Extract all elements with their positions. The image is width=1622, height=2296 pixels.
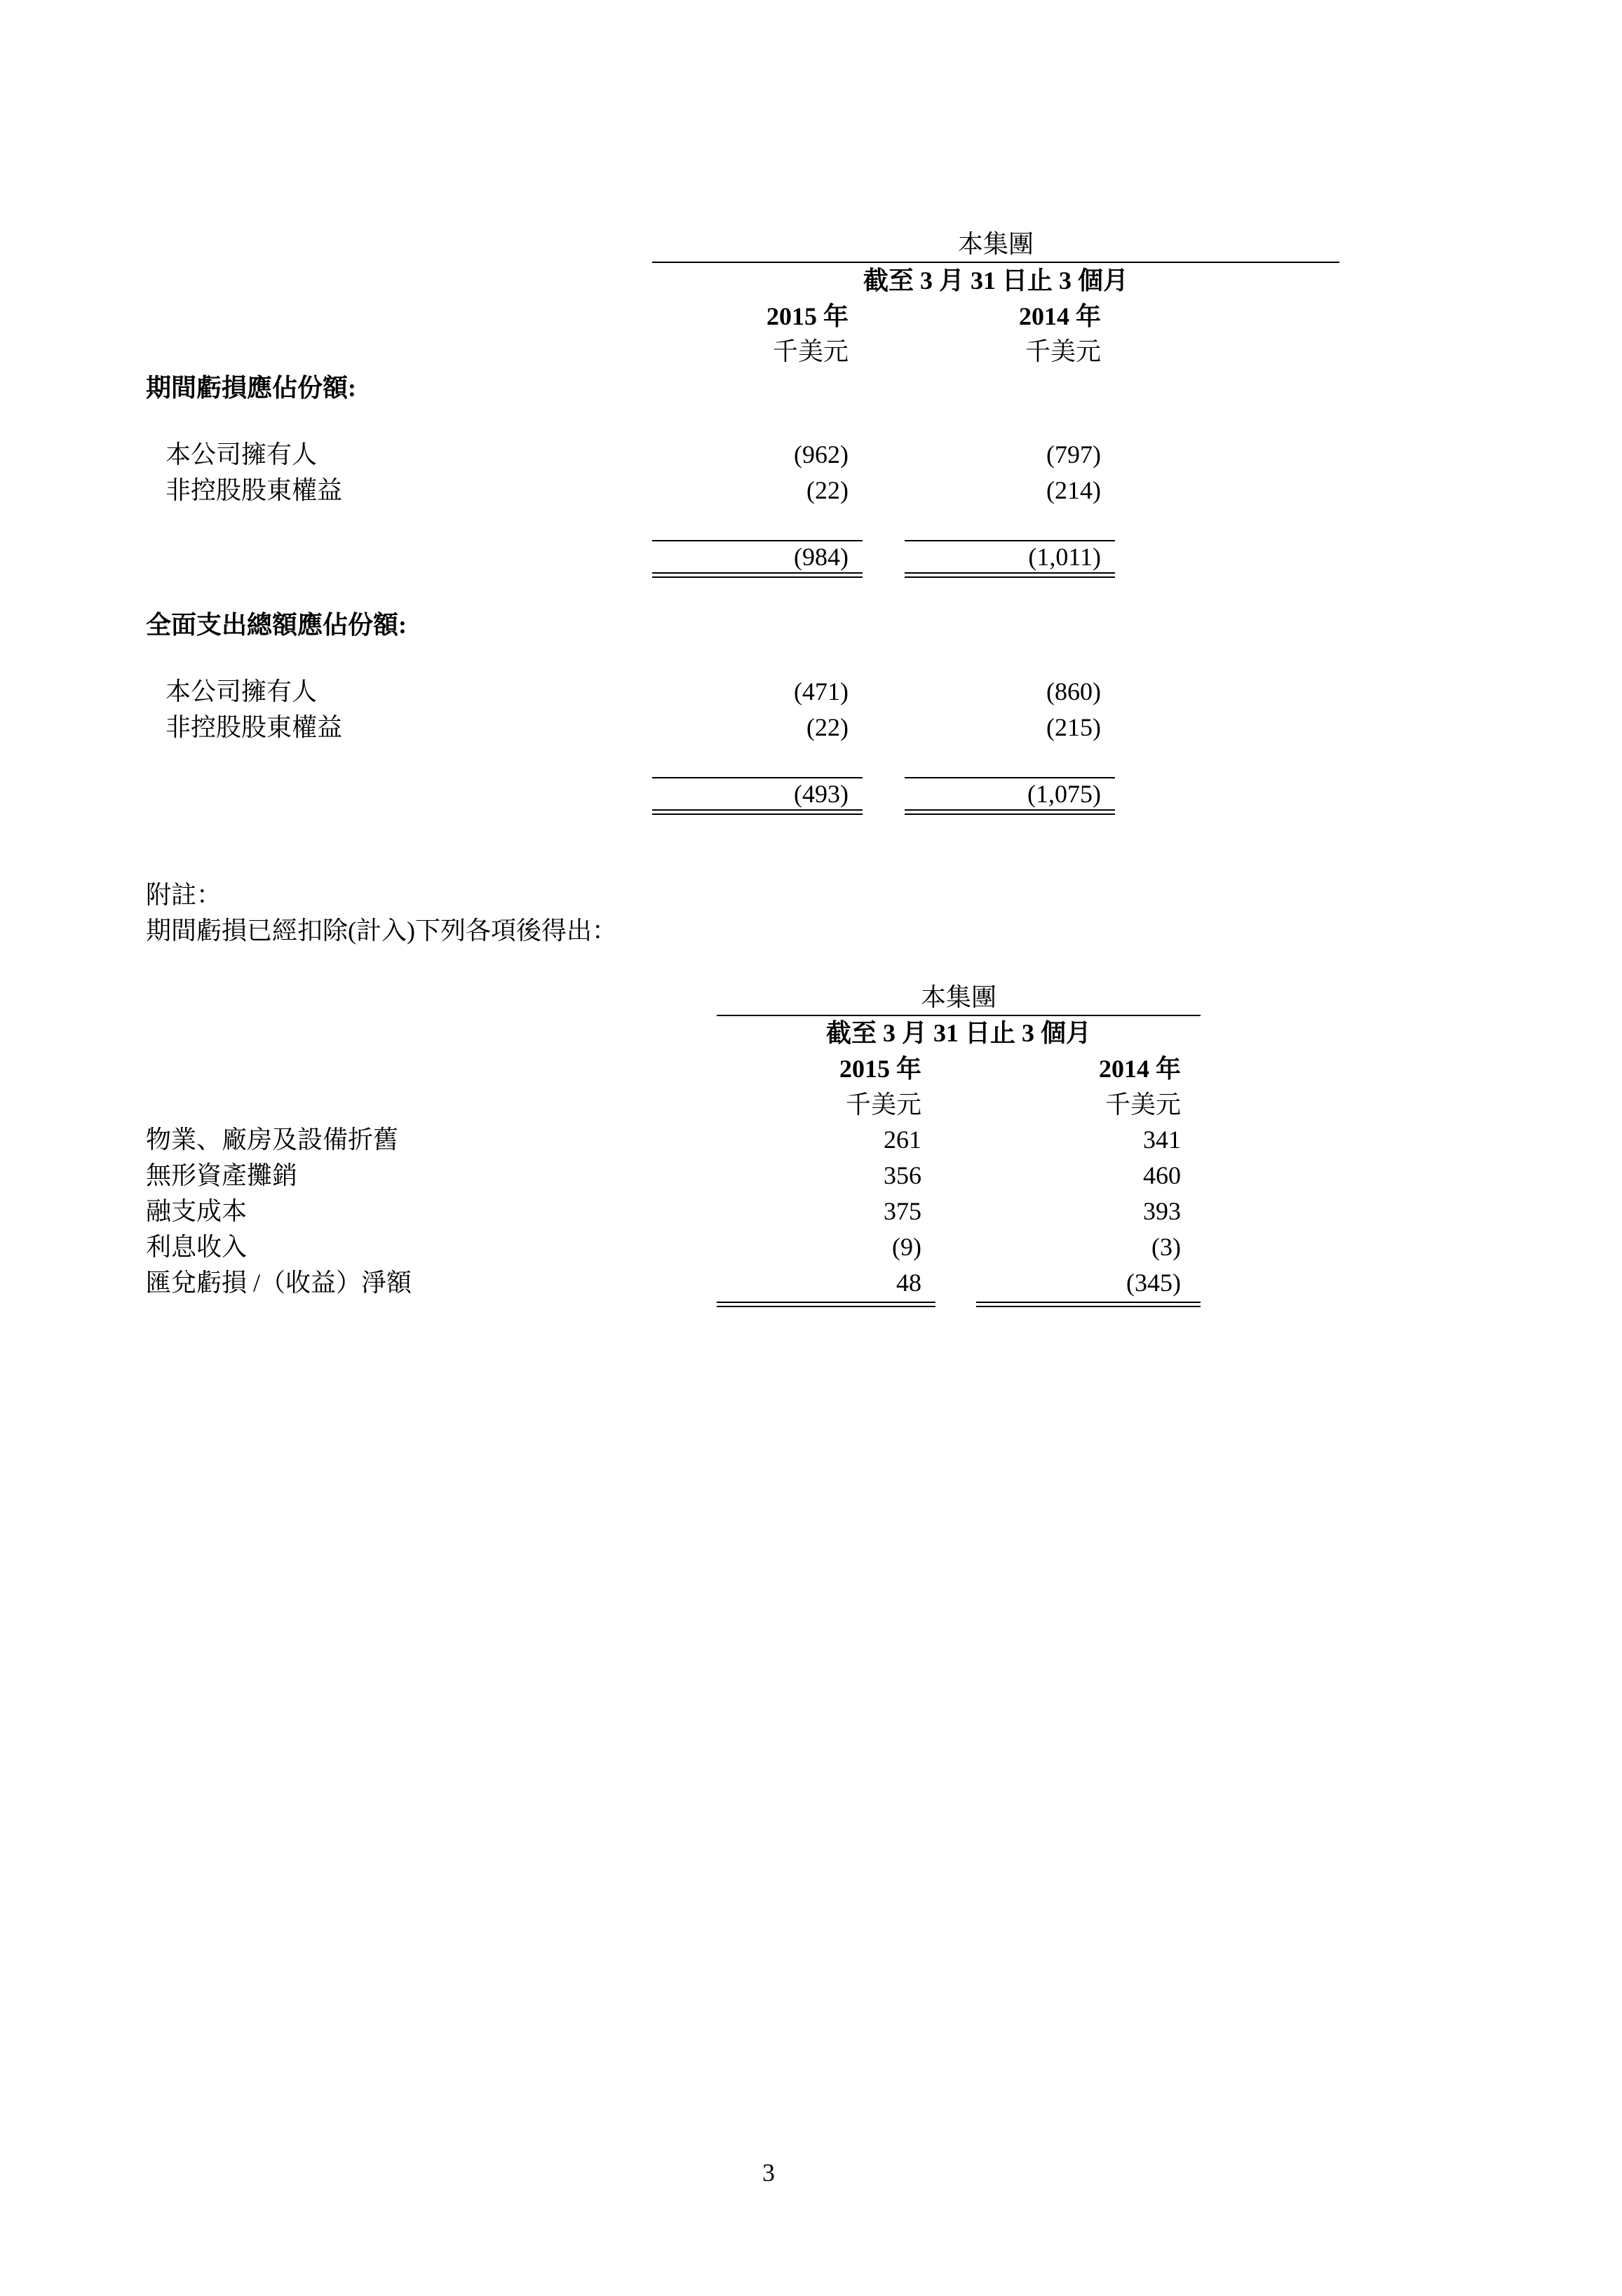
table1-col-2015-year: 2015 年 xyxy=(766,302,849,330)
table2-row-label: 融支成本 xyxy=(146,1197,248,1225)
table2-row-value-2014: (3) xyxy=(1151,1233,1181,1261)
table1-col-2014-year: 2014 年 xyxy=(1018,302,1101,330)
table2-row-value-2014: 341 xyxy=(1143,1126,1181,1154)
table2-row-value-2015: (9) xyxy=(892,1233,921,1261)
section2-row-value-2014: (860) xyxy=(1046,677,1101,705)
section2-total-double-rule-2015 xyxy=(652,809,863,815)
section2-total-double-rule-2014 xyxy=(905,809,1115,815)
note-heading: 附註： xyxy=(146,881,222,909)
table2-row-label: 利息收入 xyxy=(146,1233,248,1261)
table2-group-header: 本集團 xyxy=(920,983,996,1011)
table2-period-header: 截至 3 月 31 日止 3 個月 xyxy=(825,1019,1091,1047)
section2-title: 全面支出總額應佔份額: xyxy=(146,611,407,639)
section2-row-value-2015: (22) xyxy=(806,713,849,741)
section2-row-value-2015: (471) xyxy=(794,677,849,705)
table2-col-2014-year: 2014 年 xyxy=(1098,1055,1181,1083)
table2-row-value-2015: 375 xyxy=(884,1197,921,1225)
section2-total-2014: (1,075) xyxy=(1027,780,1101,808)
section1-total-double-rule-2015 xyxy=(652,572,863,578)
section2-subtotal-rule-2015 xyxy=(652,777,863,778)
table2-col-2014-unit: 千美元 xyxy=(1104,1090,1181,1119)
table2-row-value-2015: 48 xyxy=(896,1269,921,1297)
table2-row-label: 匯兌虧損 /（收益）淨額 xyxy=(146,1269,412,1297)
table2-row-value-2015: 356 xyxy=(884,1161,921,1189)
table2-total-double-rule-2015 xyxy=(717,1302,935,1307)
table1-group-rule xyxy=(652,262,1339,263)
table2-row-value-2014: 460 xyxy=(1143,1161,1181,1189)
table2-row-label: 無形資產攤銷 xyxy=(146,1161,298,1189)
table1-period-header: 截至 3 月 31 日止 3 個月 xyxy=(863,266,1128,295)
table1-col-2015-unit: 千美元 xyxy=(772,337,849,365)
table1-group-header: 本集團 xyxy=(957,230,1034,258)
section2-total-2015: (493) xyxy=(794,780,849,808)
section2-row-value-2014: (215) xyxy=(1046,713,1101,741)
section1-subtotal-rule-2015 xyxy=(652,540,863,541)
section1-total-2014: (1,011) xyxy=(1028,543,1101,571)
table2-row-value-2014: (345) xyxy=(1126,1269,1181,1297)
page-number: 3 xyxy=(762,2159,775,2187)
table2-col-2015-year: 2015 年 xyxy=(839,1055,921,1083)
table2-total-double-rule-2014 xyxy=(976,1302,1201,1307)
section2-row-label: 本公司擁有人 xyxy=(165,677,318,705)
section2-subtotal-rule-2014 xyxy=(905,777,1115,778)
section1-title: 期間虧損應佔份額: xyxy=(146,374,356,402)
section1-total-2015: (984) xyxy=(794,543,849,571)
note-text: 期間虧損已經扣除(計入)下列各項後得出： xyxy=(146,917,617,945)
table2-row-label: 物業、廠房及設備折舊 xyxy=(146,1126,399,1154)
section1-subtotal-rule-2014 xyxy=(905,540,1115,541)
section1-total-double-rule-2014 xyxy=(905,572,1115,578)
section1-row-label: 本公司擁有人 xyxy=(165,440,318,468)
table1-col-2014-unit: 千美元 xyxy=(1025,337,1101,365)
section1-row-value-2015: (962) xyxy=(794,440,849,468)
table2-row-value-2015: 261 xyxy=(884,1126,921,1154)
section1-row-value-2014: (797) xyxy=(1046,440,1101,468)
table2-row-value-2014: 393 xyxy=(1143,1197,1181,1225)
section1-row-value-2015: (22) xyxy=(806,476,849,504)
table2-col-2015-unit: 千美元 xyxy=(845,1090,921,1119)
section2-row-label: 非控股股東權益 xyxy=(165,713,343,741)
table2-group-rule xyxy=(717,1015,1201,1016)
section1-row-label: 非控股股東權益 xyxy=(165,476,343,504)
section1-row-value-2014: (214) xyxy=(1046,476,1101,504)
